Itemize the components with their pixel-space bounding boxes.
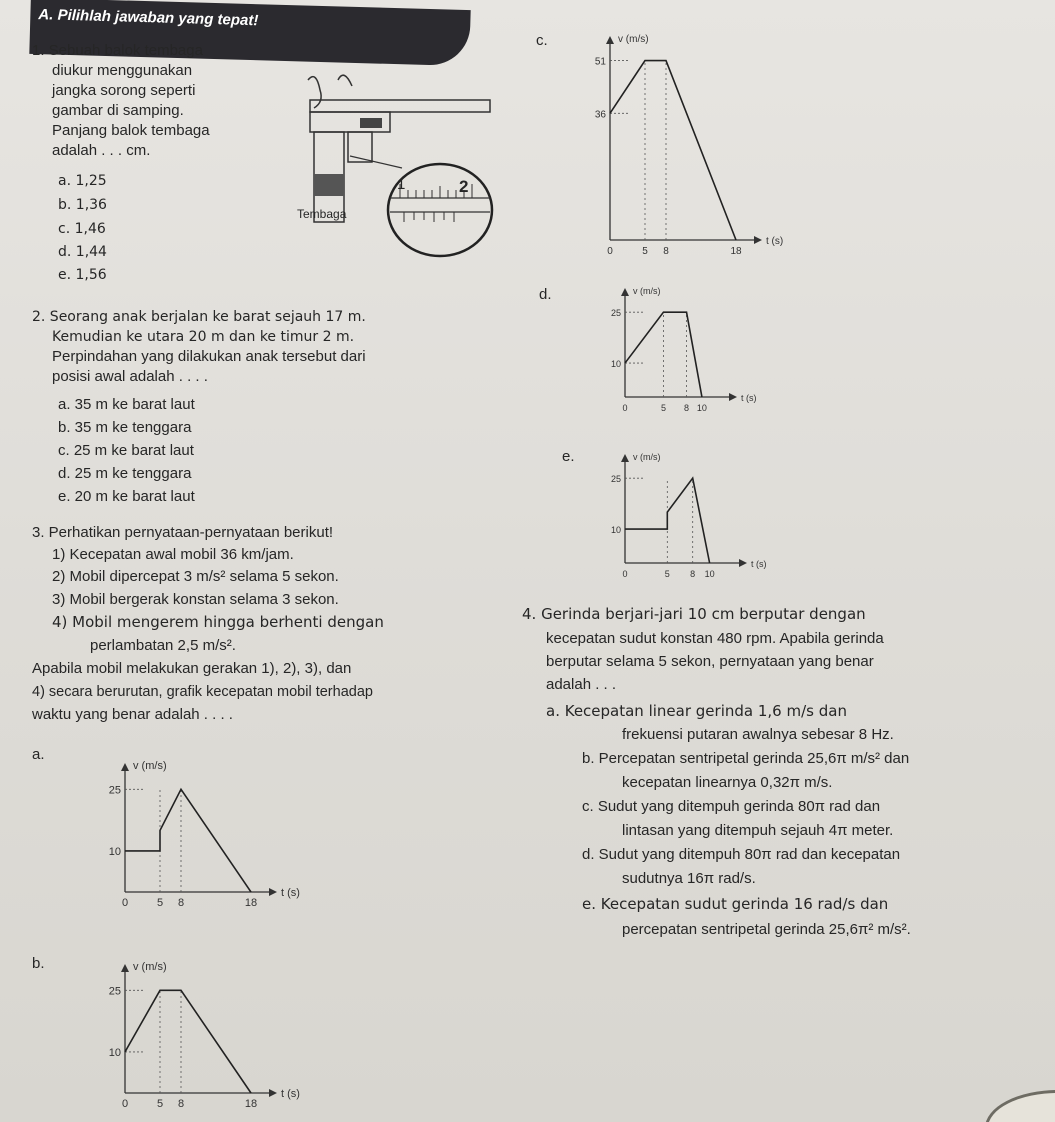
graph-d — [600, 282, 760, 422]
y-tick-label: 10 — [610, 359, 621, 370]
y-axis-arrow-icon — [606, 36, 614, 44]
velocity-line — [125, 789, 251, 892]
q4-line: berputar selama 5 sekon, pernyataan yang benar — [546, 653, 874, 670]
q4-option-text: lintasan yang ditempuh sejauh 4π meter. — [622, 822, 894, 839]
x-tick-label: 5 — [156, 897, 164, 909]
q4-option-e[interactable]: e. Kecepatan sudut gerinda 16 rad/s dan — [582, 895, 889, 913]
x-tick-label: 5 — [642, 246, 648, 257]
y-axis-label: v (m/s) — [633, 452, 661, 462]
y-axis-label: v (m/s) — [133, 961, 167, 973]
graph-e — [600, 448, 770, 588]
q3-question: Apabila mobil melakukan gerakan 1), 2), 3), dan — [32, 660, 352, 677]
q2-line: 2. Seorang anak berjalan ke barat sejauh 17 m. — [32, 309, 366, 325]
y-tick-label: 10 — [108, 1046, 121, 1059]
x-tick-label: 0 — [121, 1098, 129, 1110]
figure-label: Tembaga — [297, 207, 347, 221]
x-tick-label: 10 — [696, 403, 707, 413]
x-tick-label: 8 — [684, 403, 690, 413]
q2-option-b[interactable]: b. 35 m ke tenggara — [58, 419, 192, 436]
q1-option-d[interactable]: d. 1,44 — [58, 244, 107, 260]
x-axis-arrow-icon — [729, 393, 737, 401]
q4-line: 4. Gerinda berjari-jari 10 cm berputar dengan — [522, 605, 866, 623]
scale-label-1: 1 — [397, 176, 406, 193]
q1-option-a[interactable]: a. 1,25 — [58, 173, 107, 189]
q2-line: posisi awal adalah . . . . — [52, 368, 208, 385]
velocity-line — [610, 61, 736, 240]
q4-option-text: kecepatan linearnya 0,32π m/s. — [622, 774, 833, 791]
q4-option-text: frekuensi putaran awalnya sebesar 8 Hz. — [622, 726, 894, 743]
x-axis-arrow-icon — [754, 236, 762, 244]
caliper-figure — [290, 60, 500, 260]
x-tick-label: 5 — [660, 403, 666, 413]
q3-statement: 4) Mobil mengerem hingga berhenti dengan — [52, 613, 384, 631]
x-tick-label: 8 — [177, 1098, 185, 1110]
y-tick-label: 36 — [594, 109, 606, 121]
q4-line: kecepatan sudut konstan 480 rpm. Apabila gerinda — [546, 630, 884, 647]
y-tick-label: 10 — [610, 525, 621, 536]
q4-line: adalah . . . — [546, 676, 617, 693]
x-tick-label: 10 — [704, 569, 715, 579]
y-tick-label: 25 — [610, 308, 621, 319]
graph-c — [575, 30, 784, 270]
y-tick-label: 25 — [108, 784, 121, 797]
graph-option-d[interactable]: d. — [539, 286, 552, 303]
x-tick-label: 0 — [622, 403, 628, 413]
x-axis-label: t (s) — [741, 393, 757, 403]
graph-a — [95, 752, 300, 922]
x-tick-label: 0 — [622, 569, 628, 579]
q4-option-text: sudutnya 16π rad/s. — [622, 870, 756, 887]
velocity-line — [125, 990, 251, 1093]
x-axis-label: t (s) — [766, 236, 784, 247]
x-tick-label: 18 — [730, 246, 742, 257]
q1-line: diukur menggunakan — [52, 62, 193, 79]
q3-question: 4) secara berurutan, grafik kecepatan mobil terhadap — [32, 684, 373, 700]
x-tick-label: 8 — [177, 897, 185, 909]
x-axis-label: t (s) — [281, 1088, 300, 1100]
y-axis-label: v (m/s) — [618, 34, 649, 45]
y-axis-arrow-icon — [621, 288, 629, 296]
q4-option-a[interactable]: a. Kecepatan linear gerinda 1,6 m/s dan — [546, 702, 847, 720]
x-axis-arrow-icon — [269, 888, 277, 896]
q1-line: gambar di samping. — [52, 102, 184, 119]
x-tick-label: 0 — [607, 246, 613, 257]
graph-option-a[interactable]: a. — [32, 746, 45, 763]
q1-line: 1. Sebuah balok tembaga — [32, 42, 203, 59]
q3-question: waktu yang benar adalah . . . . — [32, 706, 233, 723]
q1-line: adalah . . . cm. — [52, 142, 151, 159]
q4-option-b[interactable]: b. Percepatan sentripetal gerinda 25,6π m/s² dan — [582, 750, 910, 767]
y-axis-label: v (m/s) — [133, 760, 167, 772]
x-axis-label: t (s) — [751, 559, 767, 569]
x-tick-label: 18 — [244, 1098, 258, 1110]
x-tick-label: 5 — [156, 1098, 164, 1110]
q1-line: jangka sorong seperti — [52, 82, 196, 99]
q3-intro: 3. Perhatikan pernyataan-pernyataan berikut! — [32, 524, 334, 541]
y-tick-label: 51 — [594, 56, 606, 68]
q3-statement: 2) Mobil dipercepat 3 m/s² selama 5 sekon. — [52, 568, 339, 585]
graph-option-c[interactable]: c. — [536, 32, 548, 49]
x-axis-label: t (s) — [281, 887, 300, 899]
y-tick-label: 25 — [610, 474, 621, 485]
q3-statement: perlambatan 2,5 m/s². — [90, 637, 236, 654]
x-tick-label: 5 — [664, 569, 670, 579]
y-axis-arrow-icon — [121, 763, 129, 771]
velocity-line — [625, 478, 710, 563]
x-tick-label: 18 — [244, 897, 258, 909]
q2-option-c[interactable]: c. 25 m ke barat laut — [58, 442, 194, 459]
q4-option-d[interactable]: d. Sudut yang ditempuh 80π rad dan kecepatan — [582, 846, 901, 863]
y-tick-label: 10 — [108, 845, 121, 858]
q2-option-a[interactable]: a. 35 m ke barat laut — [58, 396, 195, 413]
q4-option-c[interactable]: c. Sudut yang ditempuh gerinda 80π rad dan — [582, 798, 881, 815]
y-axis-arrow-icon — [121, 964, 129, 972]
x-axis-arrow-icon — [739, 559, 747, 567]
q3-statement: 1) Kecepatan awal mobil 36 km/jam. — [52, 546, 294, 563]
scale-label-2: 2 — [459, 177, 469, 196]
q4-option-text: percepatan sentripetal gerinda 25,6π² m/s². — [622, 921, 911, 938]
x-axis-arrow-icon — [269, 1089, 277, 1097]
q2-line: Perpindahan yang dilakukan anak tersebut dari — [52, 348, 366, 365]
x-tick-label: 0 — [121, 897, 129, 909]
graph-option-b[interactable]: b. — [32, 955, 45, 972]
y-axis-arrow-icon — [621, 454, 629, 462]
q1-option-e[interactable]: e. 1,56 — [58, 267, 107, 283]
section-title: A. Pilihlah jawaban yang tepat! — [38, 6, 259, 30]
q1-line: Panjang balok tembaga — [52, 122, 210, 139]
q1-option-b[interactable]: b. 1,36 — [58, 197, 107, 213]
q1-option-c[interactable]: c. 1,46 — [58, 221, 106, 237]
binder-ring-icon — [985, 1090, 1055, 1122]
graph-option-e[interactable]: e. — [562, 448, 575, 465]
graph-b — [95, 953, 300, 1122]
q3-statement: 3) Mobil bergerak konstan selama 3 sekon. — [52, 591, 339, 608]
velocity-line — [625, 312, 702, 397]
q2-line: Kemudian ke utara 20 m dan ke timur 2 m. — [52, 329, 355, 345]
q2-option-d[interactable]: d. 25 m ke tenggara — [58, 465, 192, 482]
q2-option-e[interactable]: e. 20 m ke barat laut — [58, 488, 195, 505]
y-axis-label: v (m/s) — [633, 286, 661, 296]
x-tick-label: 8 — [690, 569, 696, 579]
x-tick-label: 8 — [663, 246, 669, 257]
y-tick-label: 25 — [108, 985, 121, 998]
